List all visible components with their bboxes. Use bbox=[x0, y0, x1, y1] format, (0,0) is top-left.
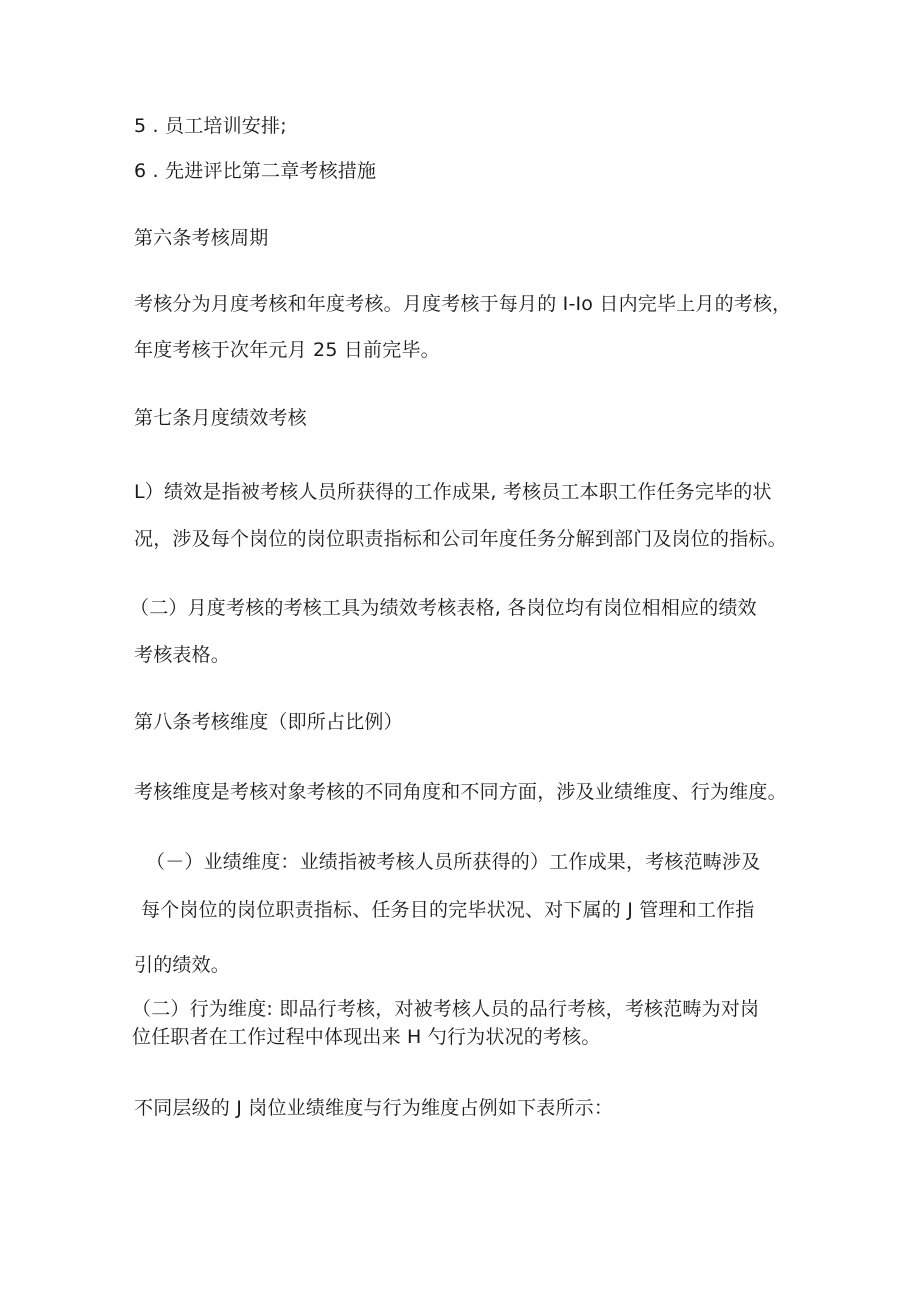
performance-dimension-line-2: 每个岗位的岗位职责指标、任务目的完毕状况、对下属的 J 管理和工作指 bbox=[141, 899, 755, 921]
behavior-dimension-line-2: 位任职者在工作过程中体现出来 H 勺行为状况的考核。 bbox=[132, 1026, 601, 1048]
article-7-item-1-line-2: 况，涉及每个岗位的岗位职责指标和公司年度任务分解到部门及岗位的指标。 bbox=[134, 528, 787, 550]
article-7-item-1-line-1: L）绩效是指被考核人员所获得的工作成果, 考核员工本职工作任务完毕的状 bbox=[134, 481, 772, 503]
article-7-item-2-line-2: 考核表格。 bbox=[134, 644, 231, 666]
list-item-6-advanced-evaluation: 6 . 先进评比第二章考核措施 bbox=[134, 160, 377, 182]
performance-dimension-line-1: （－）业绩维度：业绩指被考核人员所获得的）工作成果，考核范畴涉及 bbox=[146, 851, 761, 873]
article-7-heading: 第七条月度绩效考核 bbox=[134, 407, 307, 429]
ratio-table-intro: 不同层级的 J 岗位业绩维度与行为维度占例如下表所示： bbox=[134, 1097, 614, 1119]
article-7-item-2-line-1: （二）月度考核的考核工具为绩效考核表格, 各岗位均有岗位相相应的绩效 bbox=[130, 597, 757, 619]
article-6-heading: 第六条考核周期 bbox=[134, 227, 269, 249]
behavior-dimension-line-1: （二）行为维度: 即品行考核，对被考核人员的品行考核，考核范畴为对岗 bbox=[132, 998, 760, 1020]
list-item-5-staff-training: 5 . 员工培训安排; bbox=[134, 115, 287, 137]
article-6-paragraph-line-2: 年度考核于次年元月 25 日前完毕。 bbox=[134, 339, 440, 361]
article-8-heading: 第八条考核维度（即所占比例） bbox=[134, 711, 403, 733]
performance-dimension-line-3: 引的绩效。 bbox=[134, 954, 231, 976]
article-8-intro: 考核维度是考核对象考核的不同角度和不同方面，涉及业绩维度、行为维度。 bbox=[134, 781, 787, 803]
article-6-paragraph-line-1: 考核分为月度考核和年度考核。月度考核于每月的 I-Io 日内完毕上月的考核， bbox=[134, 293, 792, 315]
